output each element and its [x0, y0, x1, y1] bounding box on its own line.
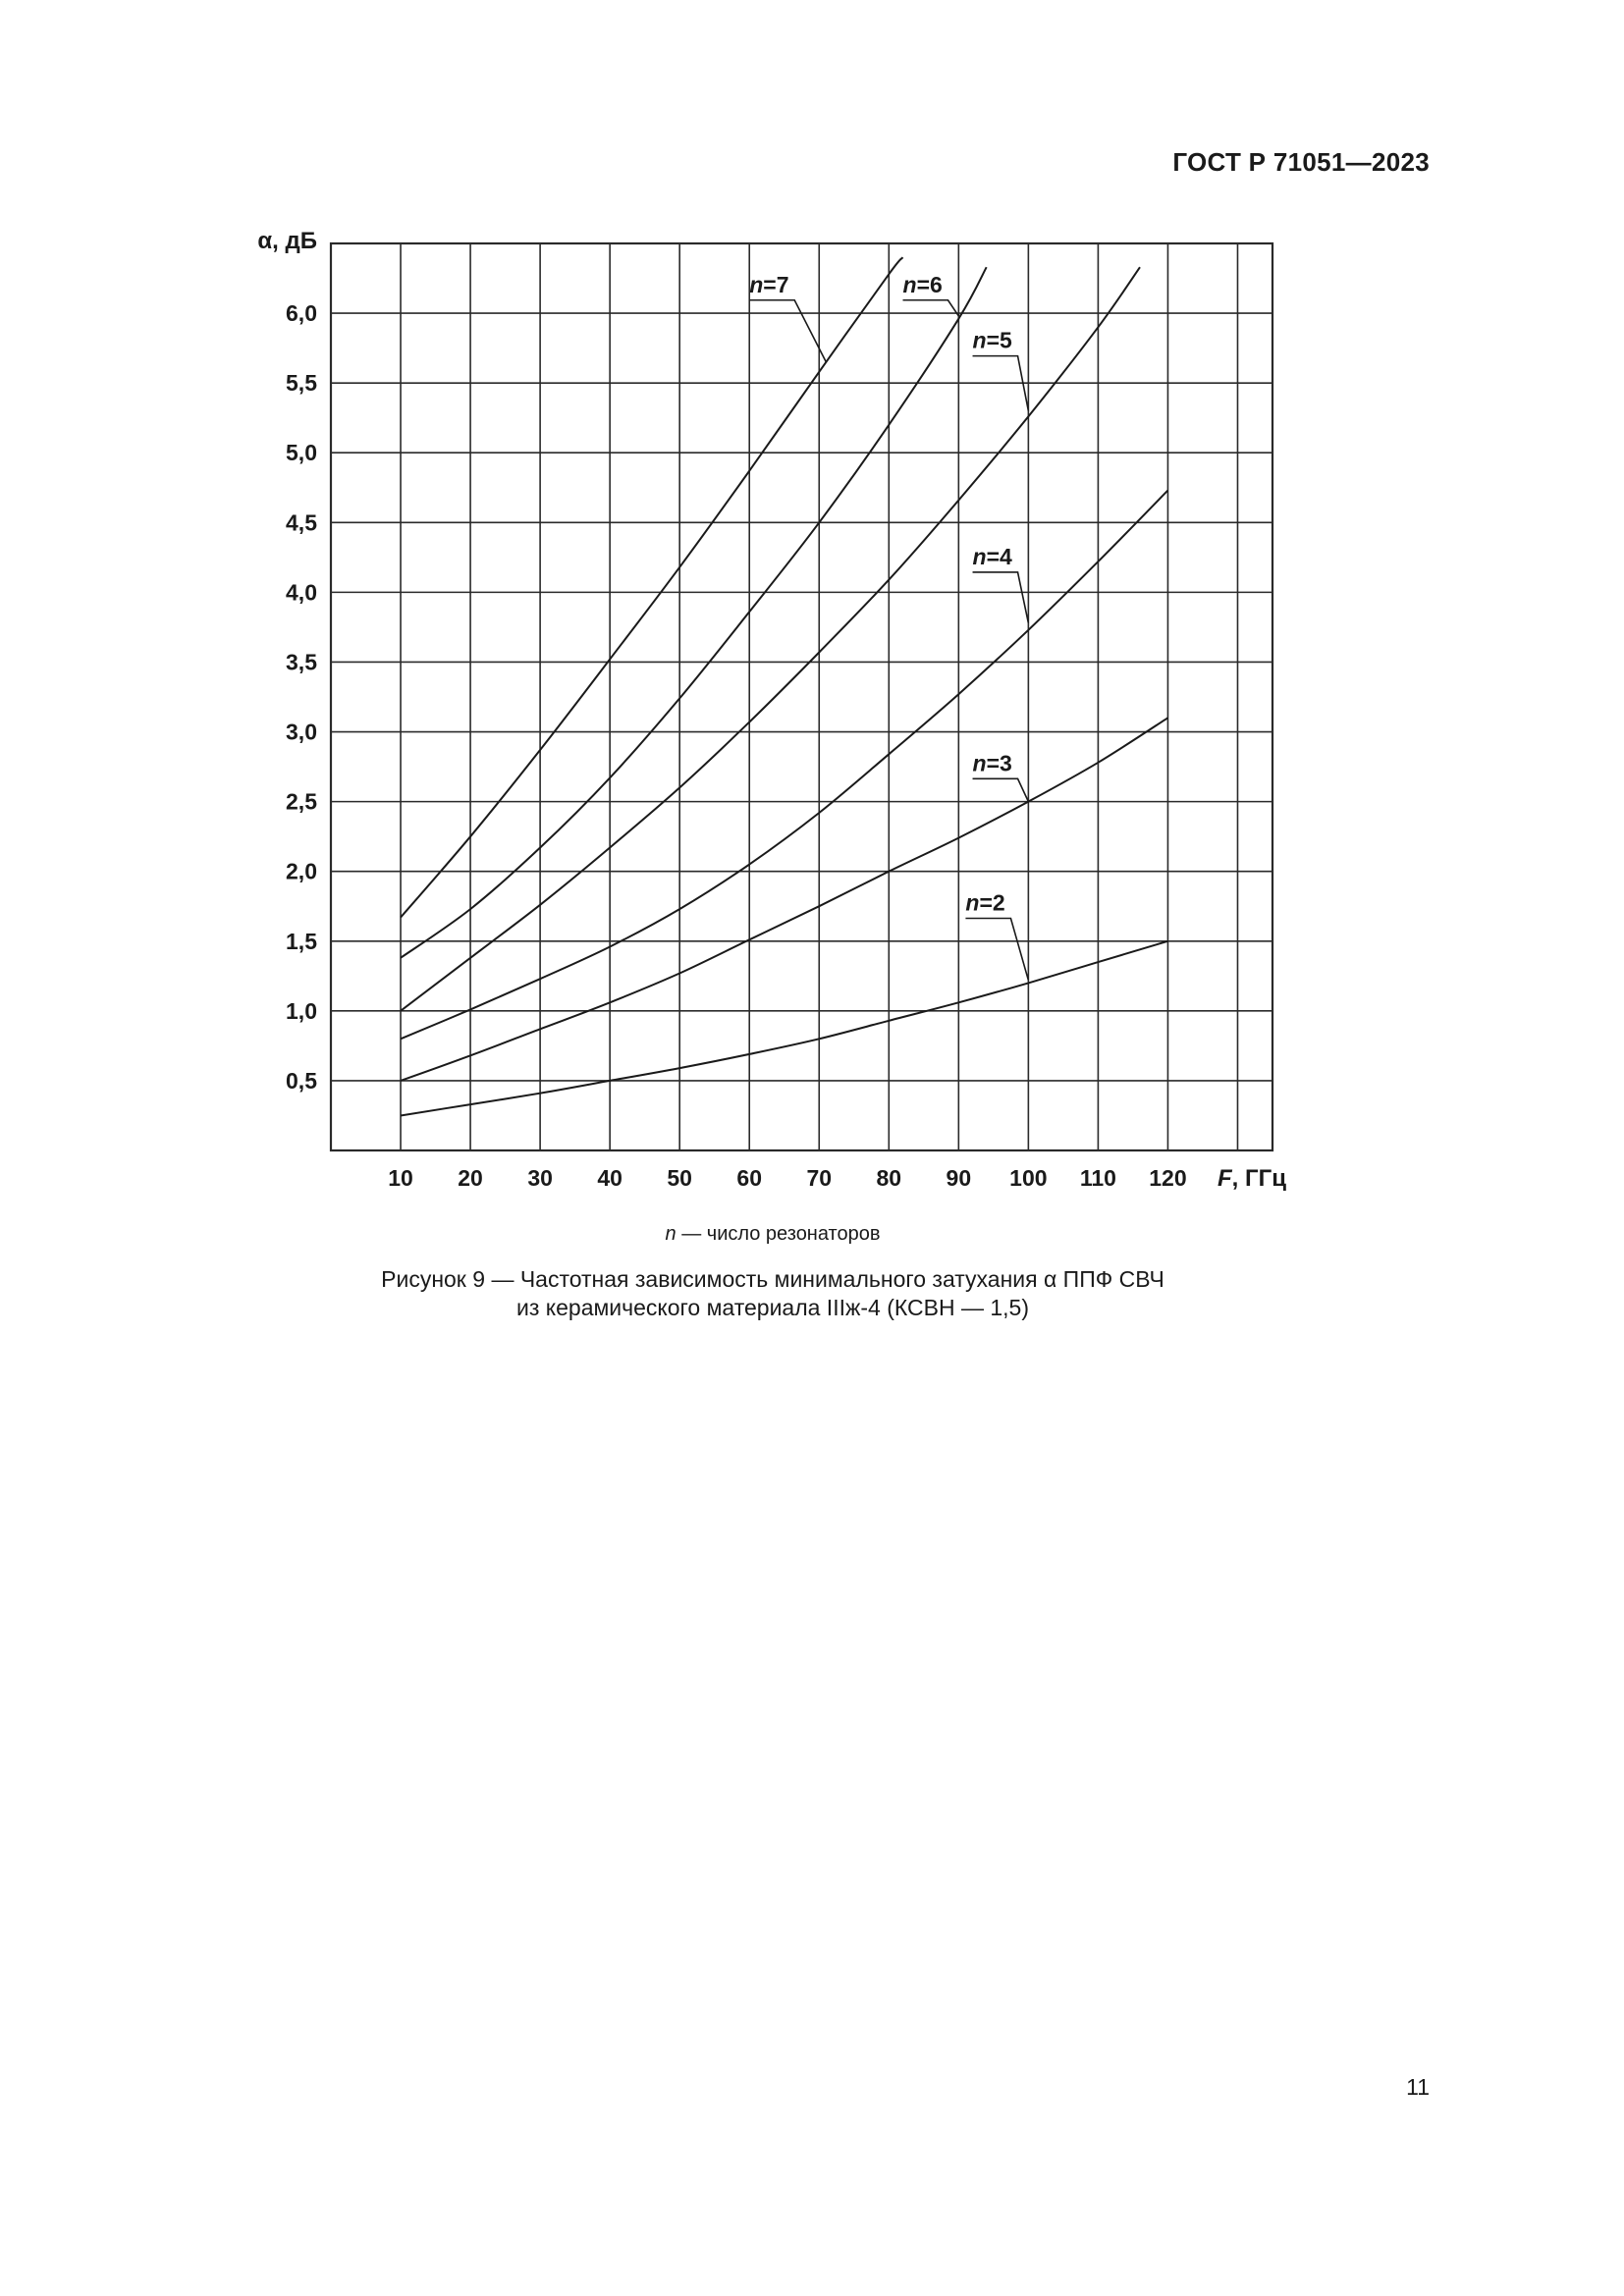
series-label-leader	[973, 778, 1029, 801]
series-line-n-3	[401, 718, 1167, 1081]
legend-note	[0, 1223, 1545, 1246]
x-tick-label: 10	[388, 1165, 413, 1191]
series-label-n-6	[903, 272, 943, 297]
plot-frame	[331, 243, 1272, 1150]
x-tick-label: 90	[946, 1165, 972, 1191]
document-code: ГОСТ Р 71051—2023	[1172, 147, 1430, 177]
series-label-suffix: =4	[986, 543, 1012, 569]
y-tick-label: 5,0	[286, 440, 317, 466]
series-label-n-7	[749, 272, 788, 297]
series-label-symbol: n	[749, 271, 764, 297]
series-label-symbol: n	[972, 750, 987, 776]
y-axis-title: α, дБ	[257, 228, 317, 254]
series-line-n-4	[401, 491, 1167, 1040]
x-axis-title-symbol: F	[1218, 1165, 1232, 1192]
series-line-n-2	[401, 941, 1167, 1116]
x-tick-label: 40	[597, 1165, 623, 1191]
series-label-n-3	[973, 750, 1012, 775]
page-number: 11	[1406, 2074, 1430, 2100]
x-tick-label: 70	[806, 1165, 833, 1191]
y-tick-label: 1,0	[286, 997, 317, 1024]
x-tick-label: 50	[667, 1165, 692, 1191]
x-tick-label: 110	[1079, 1165, 1116, 1191]
x-axis-title-unit: , ГГц	[1231, 1165, 1286, 1192]
y-tick-label: 6,0	[286, 300, 317, 327]
legend-note-symbol: n	[665, 1223, 677, 1245]
y-tick-label: 4,0	[286, 579, 317, 606]
y-tick-label: 0,5	[286, 1067, 317, 1094]
series-label-symbol: n	[972, 327, 987, 353]
series-label-n-2	[965, 889, 1004, 915]
series-group	[401, 257, 1167, 1115]
series-label-leader	[973, 572, 1029, 623]
series-label-suffix: =2	[979, 889, 1005, 916]
grid	[331, 243, 1272, 1150]
series-label-n-4	[973, 544, 1012, 569]
series-line-n-7	[401, 257, 903, 917]
series-label-symbol: n	[972, 543, 987, 569]
series-label-suffix: =6	[916, 271, 943, 297]
series-label-symbol: n	[965, 889, 980, 916]
y-tick-label: 5,5	[286, 370, 317, 397]
y-tick-label: 3,0	[286, 719, 317, 745]
series-label-symbol: n	[902, 271, 917, 297]
figure-caption-line-2: из керамического материала IIIж-4 (КСВН — 1,5)	[516, 1295, 1029, 1320]
series-label-leader	[965, 918, 1028, 980]
series-label-suffix: =5	[986, 327, 1012, 353]
x-tick-label: 20	[458, 1165, 483, 1191]
figure-caption-line-1: Рисунок 9 — Частотная зависимость минимального затухания α ППФ СВЧ	[381, 1266, 1164, 1292]
series-line-n-6	[401, 267, 987, 958]
series-label-n-5	[973, 328, 1012, 353]
x-tick-label: 80	[876, 1165, 902, 1191]
x-tick-label: 60	[736, 1165, 763, 1191]
legend-note-text: — число резонаторов	[676, 1223, 881, 1245]
x-axis-title	[1218, 1165, 1286, 1192]
x-tick-label: 120	[1149, 1165, 1187, 1191]
y-tick-label: 1,5	[286, 928, 317, 954]
series-label-leader	[749, 300, 826, 362]
series-label-suffix: =3	[986, 750, 1012, 776]
y-tick-label: 3,5	[286, 649, 317, 675]
series-label-suffix: =7	[763, 271, 789, 297]
x-tick-label: 30	[527, 1165, 553, 1191]
y-tick-label: 4,5	[286, 509, 317, 536]
y-tick-label: 2,5	[286, 788, 317, 815]
y-tick-label: 2,0	[286, 858, 317, 884]
x-tick-label: 100	[1009, 1165, 1048, 1191]
